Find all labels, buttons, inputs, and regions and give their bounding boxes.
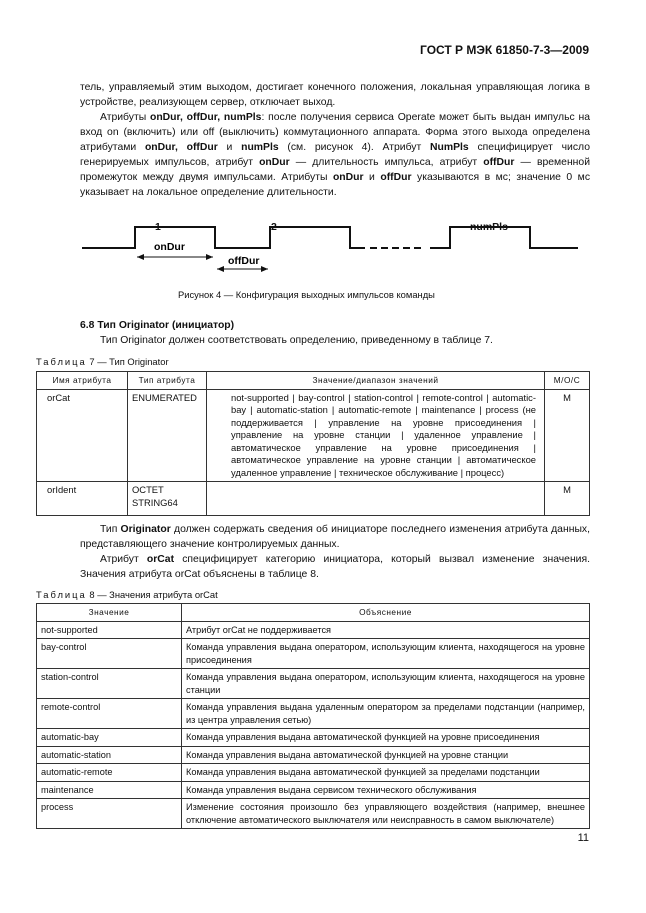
- table-row: process Изменение состояния произошло без управляющего воздействия (например, внешнее отключение автоматического выключателя или неисправность в самом выключателе): [37, 799, 590, 829]
- table-row: orIdent OCTET STRING64 M: [37, 482, 590, 516]
- pulse-diagram: [80, 225, 580, 280]
- on-duration-label: onDur: [154, 241, 185, 253]
- table-row: orCat ENUMERATED not-supported | bay-control | station-control | remote-control | automatic-bay | automatic-station | automatic-remote | maintenance | process (не поддерживается | управление на уровне присоединения | управление на уровне станции | удаленное управление | автоматическое управление на уровне присоединения | автоматическое управление на уровне станции | автоматическое удаленное управление | техническое обслуживание | процесс) M: [37, 389, 590, 482]
- paragraph-continuation: тель, управляемый этим выходом, достигает конечного положения, локальная управляющая логика в устройстве, реализующем сервер, отключает выход.: [80, 82, 590, 108]
- pulse-waveform: [82, 227, 365, 248]
- pulse-label-1-text: 1: [155, 221, 161, 233]
- table-row: station-control Команда управления выдана оператором, использующим клиента, находящегося на уровне станции: [37, 669, 590, 699]
- section-title: 6.8 Тип Originator (инициатор): [80, 320, 235, 331]
- table-row: maintenance Команда управления выдана сервисом технического обслуживания: [37, 781, 590, 799]
- paragraph-orcat: Атрибут orCat специфицирует категорию инициатора, который вызвал изменение значения. Значения атрибута orCat объяснены в таблице 8.: [80, 554, 590, 580]
- table-row: remote-control Команда управления выдана удаленным оператором за пределами подстанции (например, из центра управления сетью): [37, 699, 590, 729]
- pulse-label-2: 2: [271, 221, 277, 233]
- table-row: automatic-remote Команда управления выдана автоматической функцией за пределами подстанции: [37, 764, 590, 782]
- paragraph-originator: Тип Originator должен содержать сведения об инициаторе последнего изменения атрибута данных, представляющего значение контролируемых данных.: [80, 524, 590, 550]
- table8-header: Объяснение: [182, 604, 590, 622]
- document-header: ГОСТ Р МЭК 61850-7-3—2009: [420, 43, 589, 57]
- figure-caption: Рисунок 4 — Конфигурация выходных импульсов команды: [178, 289, 435, 300]
- off-duration-label: offDur: [228, 255, 260, 267]
- table7-header: Тип атрибута: [128, 372, 207, 390]
- pulse-label-numpls: numPls: [470, 221, 508, 233]
- table7-header: M/O/C: [545, 372, 590, 390]
- table-row: not-supported Атрибут orCat не поддерживается: [37, 621, 590, 639]
- section-intro: Тип Originator должен соответствовать определению, приведенному в таблице 7.: [100, 335, 493, 346]
- table-originator: [36, 371, 590, 516]
- table-row: automatic-station Команда управления выдана автоматической функцией на уровне станции: [37, 746, 590, 764]
- paragraph-pulse-attributes: Атрибуты onDur, offDur, numPls: после получения сервиса Operate может быть выдан импульс на вход on (включить) или off (выключить) коммутационного аппарата. Форма этого выхода определена атрибутами onDur, offDur и numPls (см. рисунок 4). Атрибут NumPls специфицирует число генерируемых импульсов, атрибут onDur — длительность импульса, атрибут offDur — временной промежуток между двумя импульсами. Атрибуты onDur и offDur указываются в мс; значение 0 мс указывает на локальное определение длительности.: [80, 112, 591, 198]
- table8-title: Таблица 8 — Значения атрибута orCat: [36, 589, 218, 600]
- table-orcat-values: [36, 603, 590, 829]
- table7-header: Имя атрибута: [37, 372, 128, 390]
- table-row: automatic-bay Команда управления выдана автоматической функцией на уровне присоединения: [37, 729, 590, 747]
- table7-header: Значение/диапазон значений: [207, 372, 545, 390]
- page-number: 11: [577, 832, 589, 844]
- table7-title: Таблица 7 — Тип Originator: [36, 356, 169, 367]
- table8-header: Значение: [37, 604, 182, 622]
- table-row: bay-control Команда управления выдана оператором, использующим клиента, находящегося на уровне присоединения: [37, 639, 590, 669]
